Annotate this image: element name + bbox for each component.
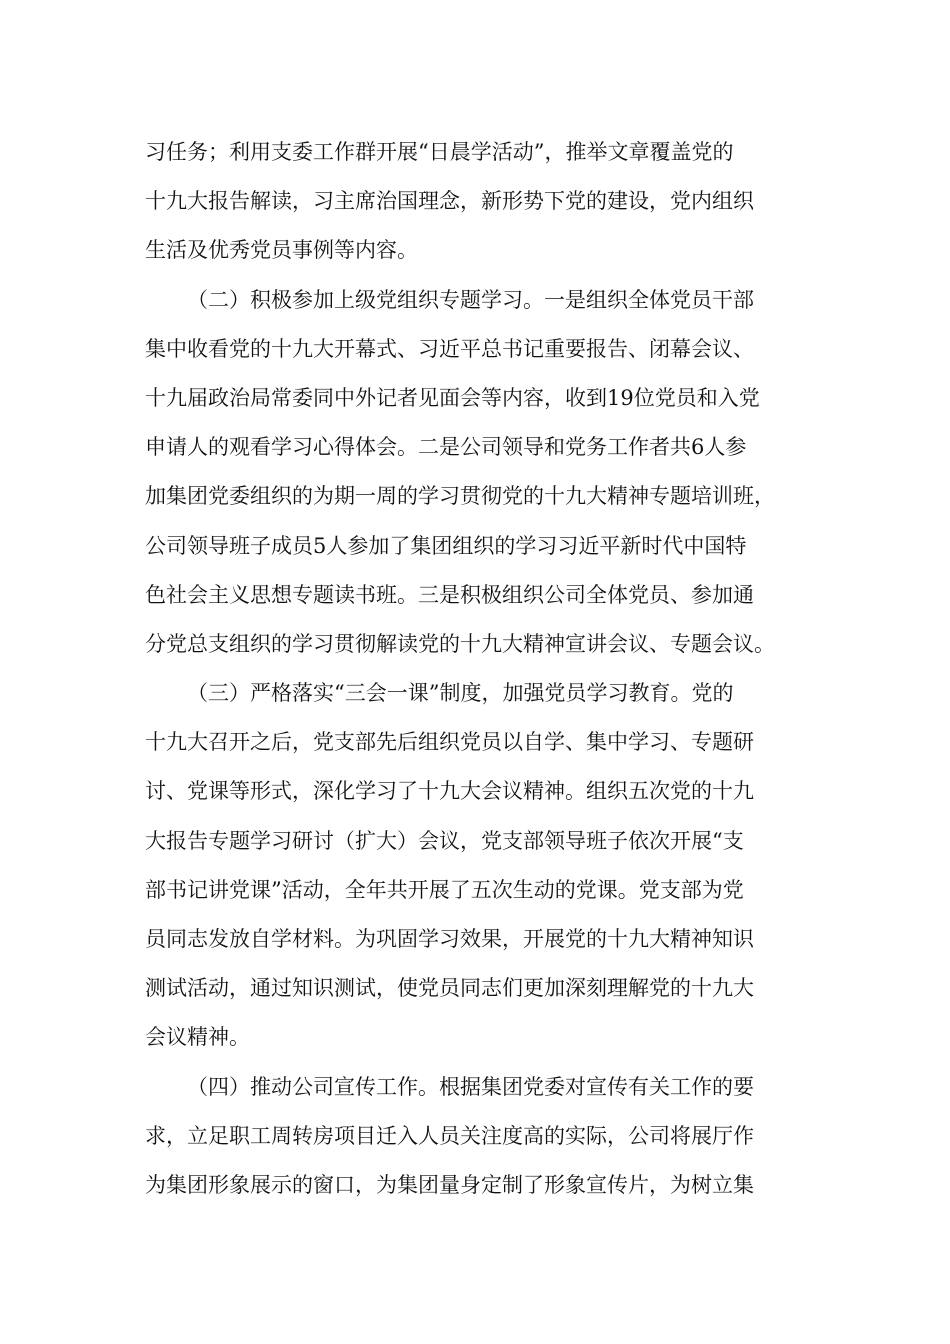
paragraph-start-line: （四）推动公司宣传工作。根据集团党委对宣传有关工作的要	[187, 1074, 754, 1099]
text-line: 集中收看党的十九大开幕式、习近平总书记重要报告、闭幕会议、	[145, 336, 754, 361]
text-line: 十九大召开之后，党支部先后组织党员以自学、集中学习、专题研	[145, 730, 754, 755]
text-line: 为集团形象展示的窗口，为集团量身定制了形象宣传片，为树立集	[145, 1172, 754, 1197]
text-line: 公司领导班子成员5人参加了集团组织的学习习近平新时代中国特	[145, 533, 747, 558]
text-line: 色社会主义思想专题读书班。三是积极组织公司全体党员、参加通	[145, 582, 754, 607]
text-line: 会议精神。	[145, 1025, 250, 1050]
text-line: 讨、党课等形式，深化学习了十九大会议精神。组织五次党的十九	[145, 779, 754, 804]
paragraph-start-line: （二）积极参加上级党组织专题学习。一是组织全体党员干部	[187, 287, 754, 312]
body-text	[145, 128, 815, 1210]
text-line: 十九届政治局常委同中外记者见面会等内容，收到19位党员和入党	[145, 385, 760, 410]
text-line: 习任务；利用支委工作群开展“日晨学活动”，推举文章覆盖党的	[145, 140, 734, 164]
text-line: 加集团党委组织的为期一周的学习贯彻党的十九大精神专题培训班，	[145, 484, 775, 509]
text-line: 大报告专题学习研讨（扩大）会议，党支部领导班子依次开展“支	[145, 828, 744, 853]
text-line: 生活及优秀党员事例等内容。	[145, 238, 418, 263]
text-line: 分党总支组织的学习贯彻解读党的十九大精神宣讲会议、专题会议。	[145, 631, 775, 656]
paragraph-start-line: （三）严格落实“三会一课”制度，加强党员学习教育。党的	[187, 681, 734, 706]
text-line: 员同志发放自学材料。为巩固学习效果，开展党的十九大精神知识	[145, 927, 754, 951]
text-line: 求，立足职工周转房项目迁入人员关注度高的实际，公司将展厅作	[145, 1123, 754, 1148]
text-line: 测试活动，通过知识测试，使党员同志们更加深刻理解党的十九大	[145, 976, 754, 1001]
text-line: 申请人的观看学习心得体会。二是公司领导和党务工作者共6人参	[145, 435, 747, 460]
text-line: 十九大报告解读，习主席治国理念，新形势下党的建设，党内组织	[145, 189, 754, 214]
text-line: 部书记讲党课”活动，全年共开展了五次生动的党课。党支部为党	[145, 877, 744, 902]
